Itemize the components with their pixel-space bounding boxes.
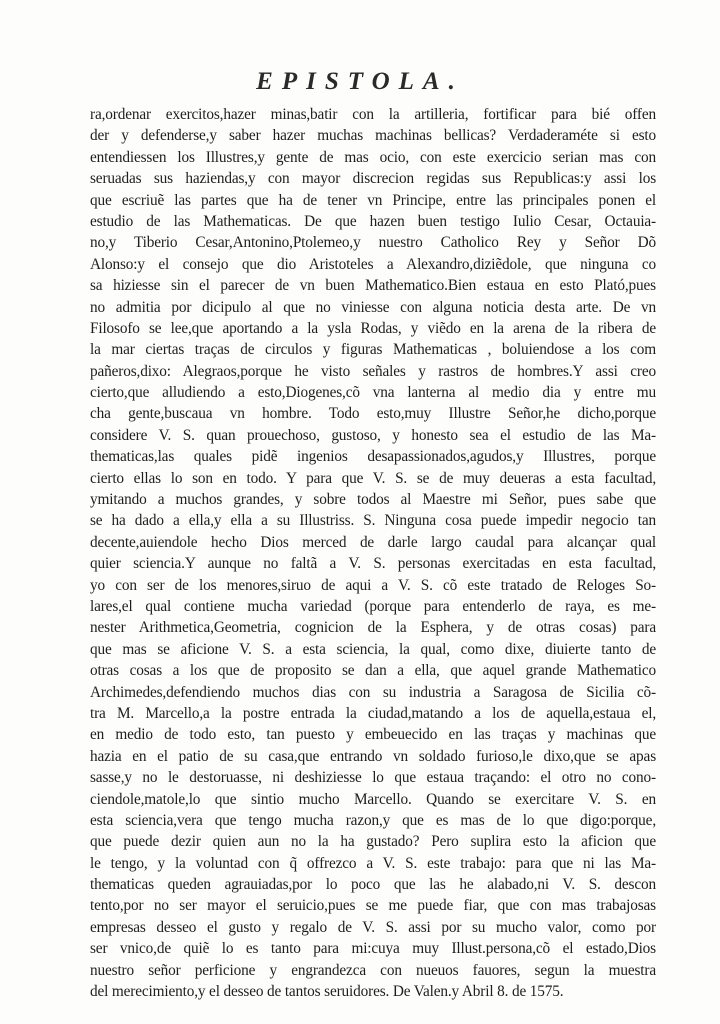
text-line: otras cosas a los que de proposito se dan a ella, que aquel grande Mathematico	[90, 662, 656, 680]
text-line: sa hiziesse sin el parecer de vn buen Mathematico.Bien estaua en esto Plató,pues	[90, 277, 656, 295]
text-line: lares,el qual contiene mucha variedad (porque para entenderlo de raya, es me-	[90, 597, 656, 615]
text-line: hazia en el patio de su casa,que entrando vn soldado furioso,le dixo,que se apas	[90, 747, 656, 765]
text-line: sasse,y no le destoruasse, ni deshiziesse lo que estaua traçando: el otro no cono-	[90, 769, 656, 787]
text-line: Alonso:y el consejo que dio Aristoteles a Alexandro,diziẽdole, que ninguna co	[90, 255, 656, 273]
text-line: que escriuẽ las partes que ha de tener vn Principe, entre las principales ponen el	[90, 191, 656, 209]
text-line: ymitando a muchos grandes, y sobre todos al Maestre mi Señor, pues sabe que	[90, 491, 656, 509]
text-line: ra,ordenar exercitos,hazer minas,batir con la artilleria, fortificar para bié offen	[90, 106, 656, 123]
text-line: thematicas queden agrauiadas,por lo poco que las he alabado,ni V. S. descon	[90, 876, 656, 894]
text-line: cierto ellas lo son en todo. Y para que V. S. se de muy deueras a esta facultad,	[90, 469, 656, 487]
text-line: cierto,que alludiendo a esto,Diogenes,cõ vna lanterna al medio dia y entre mu	[90, 384, 656, 402]
text-line: entendiessen los Illustres,y gente de mas ocio, con este exercicio serian mas con	[90, 148, 656, 166]
text-line: seruadas sus haziendas,y con mayor discrecion regidas sus Republicas:y assi los	[90, 170, 656, 188]
text-line: cha gente,buscaua vn hombre. Todo esto,muy Illustre Señor,he dicho,porque	[90, 405, 656, 423]
text-line: esta sciencia,vera que tengo mucha razon,y que es mas de lo que digo:porque,	[90, 811, 656, 829]
text-line: decente,auiendole hecho Dios merced de darle largo caudal para alcançar qual	[90, 533, 656, 551]
text-line: tra M. Marcello,a la postre entrada la ciudad,matando a los de aquella,estaua el,	[90, 704, 656, 722]
text-line: der y defenderse,y saber hazer muchas machinas bellicas? Verdaderaméte si esto	[90, 127, 656, 145]
text-line: yo con ser de los menores,siruo de aqui a V. S. cõ este tratado de Reloges So-	[90, 576, 656, 594]
page-heading: EPISTOLA.	[256, 68, 464, 95]
text-line: nuestro señor perficione y engrandezca con nueuos fauores, segun la muestra	[90, 961, 656, 979]
text-line: le tengo, y la voluntad con q̃ offrezco a V. S. este trabajo: para que ni las Ma-	[90, 854, 656, 872]
text-line: Archimedes,defendiendo muchos dias con su industria a Saragosa de Sicilia cõ-	[90, 683, 656, 701]
text-line: tento,por no ser mayor el seruicio,pues se me puede fiar, que con mas trabajosas	[90, 897, 656, 915]
text-line: en medio de todo esto, tan puesto y embeuecido en las traças y machinas que	[90, 726, 656, 744]
text-line: estudio de las Mathematicas. De que hazen buen testigo Iulio Cesar, Octauia-	[90, 212, 656, 230]
text-line: quier sciencia.Y aunque no faltã a V. S. personas exercitadas en esta facultad,	[90, 555, 656, 573]
text-line: se ha dado a ella,y ella a su Illustriss. S. Ninguna cosa puede impedir negocio tan	[90, 512, 656, 530]
text-line: que mas se aficione V. S. a esta sciencia, la qual, como dixe, diuierte tanto de	[90, 640, 656, 658]
text-line: la mar ciertas traças de circulos y figuras Mathematicas , boluiendose a los com	[90, 341, 656, 359]
text-line: nester Arithmetica,Geometria, cognicion de la Esphera, y de otras cosas) para	[90, 619, 656, 637]
text-line: ser vnico,de quiẽ lo es tanto para mi:cuya muy Illust.persona,cõ el estado,Dios	[90, 940, 656, 958]
text-line: Filosofo se lee,que aportando a la ysla Rodas, y viẽdo en la arena de la ribera de	[90, 319, 656, 337]
text-line: empresas desseo el gusto y regalo de V. S. assi por su mucho valor, como por	[90, 918, 656, 936]
text-line: considere V. S. quan prouechoso, gustoso, y honesto sea el estudio de las Ma-	[90, 426, 656, 444]
text-line: pañeros,dixo: Alegraos,porque he visto señales y rastros de hombres.Y assi creo	[90, 362, 656, 380]
text-line: thematicas,las quales pidẽ ingenios desapassionados,agudos,y Illustres, porque	[90, 448, 656, 466]
text-line: del merecimiento,y el desseo de tantos seruidores. De Valen.y Abril 8. de 1575.	[90, 983, 564, 1001]
text-line: ciendole,matole,lo que sintio mucho Marcello. Quando se exercitare V. S. en	[90, 790, 656, 808]
text-line: no,y Tiberio Cesar,Antonino,Ptolemeo,y nuestro Catholico Rey y Señor Dõ	[90, 234, 656, 252]
text-line: no admitia por dicipulo al que no viniesse con alguna noticia desta arte. De vn	[90, 298, 656, 316]
text-line: que puede dezir quien aun no la ha gustado? Pero suplira esto la aficion que	[90, 833, 656, 851]
body-text	[90, 104, 656, 1002]
